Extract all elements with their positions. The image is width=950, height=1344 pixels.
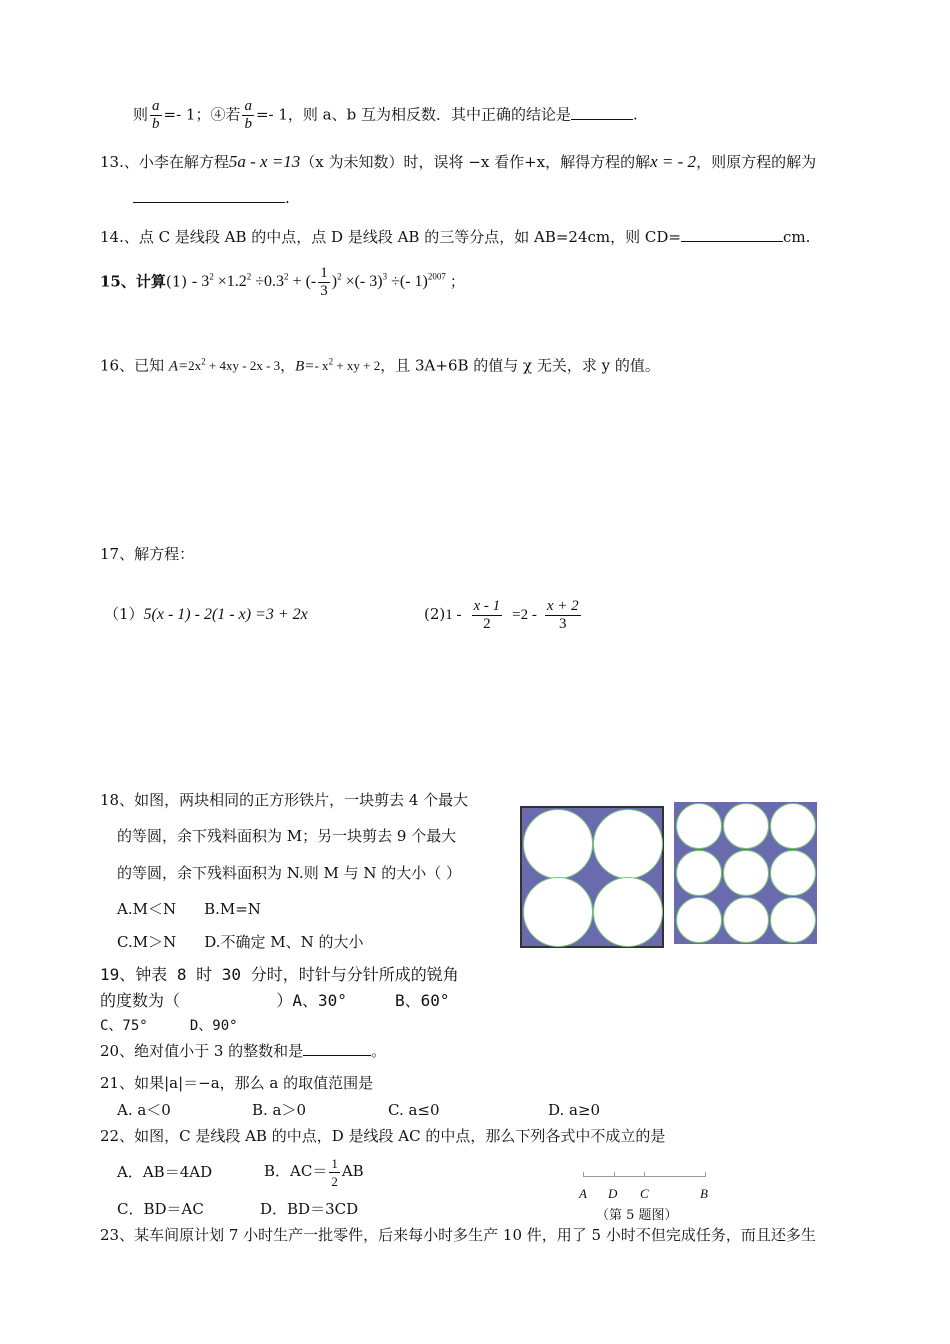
q17-title: 17、解方程：: [100, 545, 195, 563]
q17-p1-expression: 5(x - 1) - 2(1 - x) =3 + 2x: [143, 606, 308, 623]
q18-options-cd: [117, 932, 363, 952]
q22-option-b[interactable]: [264, 1152, 364, 1190]
q19-line2: 的度数为（ ）A、30° B、60°: [100, 991, 450, 1010]
q18-option-b[interactable]: B.M=N: [204, 900, 261, 918]
q12-continuation: [133, 98, 638, 133]
q13-line1: [100, 152, 816, 172]
answer-blank: [681, 227, 783, 242]
fraction-one-third: $\frac{1}{3}$: [320, 265, 328, 300]
q12-mid2: =- 1，则 a、b 互为相反数．其中正确的结论是: [255, 105, 571, 124]
q17-p2-a: 1 -: [445, 607, 462, 623]
q16-text-b: ，且 3A+6B 的值与 χ 无关，求 y 的值。: [380, 356, 660, 375]
q17-part1: [104, 604, 308, 625]
q15-label: 15、计算: [100, 272, 166, 291]
q18-line2: 的等圆，余下残料面积为 M；另一块剪去 9 个最大: [117, 827, 457, 845]
q13-text-b: （x 为未知数）时，误将 −x 看作+x，解得方程的解: [300, 153, 651, 171]
circle: [593, 877, 663, 947]
circle: [723, 897, 769, 943]
circle: [523, 809, 593, 879]
circle: [770, 850, 816, 896]
figure-square-four-circles: [520, 806, 664, 948]
q16: [100, 352, 660, 376]
q16-text-a: 16、已知: [100, 356, 169, 375]
segment-figure: [576, 1168, 716, 1228]
q17-p2-b: =2 -: [512, 607, 537, 623]
q15-expression: - $3^2 \times 1.2^2 \div 0.3^2$ + (- $\frac{1}{3}$ )$^2$ ×(- 3)$^3$ ÷(- 1)$^{2007}$: [191, 265, 446, 300]
figure-square-nine-circles: [674, 802, 817, 944]
circle: [523, 877, 593, 947]
q14: [100, 227, 810, 247]
q15-part: (1): [165, 272, 188, 291]
circle: [676, 803, 722, 849]
q18-line3: 的等圆，余下残料面积为 N.则 M 与 N 的大小（ ）: [117, 864, 462, 882]
q16-B-expr: - $x^2$ + xy + 2: [314, 357, 381, 374]
circle: [723, 803, 769, 849]
circle: [770, 803, 816, 849]
answer-blank: [133, 188, 285, 203]
q21-option-b[interactable]: B. a＞0: [252, 1101, 307, 1119]
q22-option-d[interactable]: D．BD＝3CD: [260, 1200, 359, 1218]
answer-blank: [571, 105, 633, 120]
point-label-a: A: [579, 1186, 587, 1201]
q13-solution: x = - 2: [650, 152, 697, 171]
q23-text: 23、某车间原计划 7 小时生产一批零件，后来每小时多生产 10 件，用了 5 小时不但完成任务，而且还多生: [100, 1226, 816, 1244]
q16-B-label: B=: [295, 358, 315, 375]
fraction-x-minus-1-over-2: $\frac{x - 1}{2}$: [473, 597, 501, 632]
circle: [676, 850, 722, 896]
point-label-c: C: [640, 1186, 649, 1201]
q22-option-b-ab: AB: [341, 1162, 364, 1180]
q18-options-ab: [117, 899, 261, 919]
q14-text: 14.、点 C 是线段 AB 的中点，点 D 是线段 AB 的三等分点，如 AB=24cm，则 CD=: [100, 228, 681, 246]
q13-equation: 5a - x =13: [228, 152, 301, 171]
q20-text: 20、绝对值小于 3 的整数和是: [100, 1042, 304, 1060]
circle: [593, 809, 663, 879]
q12-mid1: =- 1；④若: [163, 105, 241, 124]
q15: [100, 264, 465, 300]
q19-line3: C、75° D、90°: [100, 1018, 238, 1034]
tick-c: [644, 1172, 645, 1177]
answer-blank: [303, 1041, 371, 1056]
q15-tail: ；: [449, 272, 465, 291]
q22-option-a[interactable]: A．AB＝4AD: [117, 1163, 213, 1181]
tick-a: [583, 1172, 584, 1177]
q22-option-c[interactable]: C．BD＝AC: [117, 1200, 204, 1218]
fraction-a-over-b: $\frac{a}{b}$: [244, 98, 252, 132]
q16-comma: ，: [280, 356, 296, 375]
q21-text: 21、如果|a|＝−a，那么 a 的取值范围是: [100, 1074, 374, 1092]
q17-p1-label: （1）: [104, 605, 144, 623]
circle: [723, 850, 769, 896]
fraction-a-over-b: $\frac{a}{b}$: [152, 98, 160, 132]
circle: [770, 897, 816, 943]
q16-A-label: A=: [168, 358, 189, 375]
q18-option-d[interactable]: D.不确定 M、N 的大小: [204, 933, 364, 951]
fraction-x-plus-2-over-3: $\frac{x + 2}{3}$: [546, 597, 579, 632]
q18-option-c[interactable]: C.M＞N: [117, 933, 177, 951]
q19-line1: 19、钟表 8 时 30 分时，时针与分针所成的锐角: [100, 965, 459, 984]
tick-b: [705, 1172, 706, 1177]
q17-part2: [424, 594, 589, 635]
circle: [676, 897, 722, 943]
q21-option-a[interactable]: A. a＜0: [117, 1101, 171, 1119]
q17-p2-label: (2): [424, 605, 446, 623]
q13-text-c: ，则原方程的解为: [696, 153, 817, 171]
q13-line2: [133, 188, 290, 208]
point-label-b: B: [700, 1186, 708, 1201]
tick-d: [614, 1172, 615, 1177]
q16-A-expr: $2x^2 + 4xy - 2x - 3$: [188, 357, 281, 374]
point-label-d: D: [608, 1186, 618, 1201]
q20-tail: 。: [371, 1042, 387, 1060]
q18-option-a[interactable]: A.M＜N: [117, 900, 177, 918]
q18-line1: 18、如图，两块相同的正方形铁片，一块剪去 4 个最大: [100, 791, 469, 809]
q21-option-c[interactable]: C. a≤0: [388, 1101, 440, 1119]
q21-option-d[interactable]: D. a≥0: [548, 1101, 601, 1119]
figure-caption: （第 5 题图）: [596, 1208, 678, 1223]
q20: [100, 1041, 386, 1061]
q22-text: 22、如图，C 是线段 AB 的中点，D 是线段 AC 的中点，那么下列各式中不成立的是: [100, 1127, 666, 1145]
q12-suffix: .: [633, 105, 638, 124]
q14-tail: cm.: [782, 228, 811, 246]
q13-text-a: 13.、小李在解方程: [100, 153, 229, 171]
q22-option-b-text: B．AC＝: [264, 1162, 328, 1180]
q13-tail: .: [285, 189, 290, 207]
q12-prefix: 则: [133, 105, 149, 124]
fraction-one-half: $\frac{1}{2}$: [331, 1155, 338, 1189]
